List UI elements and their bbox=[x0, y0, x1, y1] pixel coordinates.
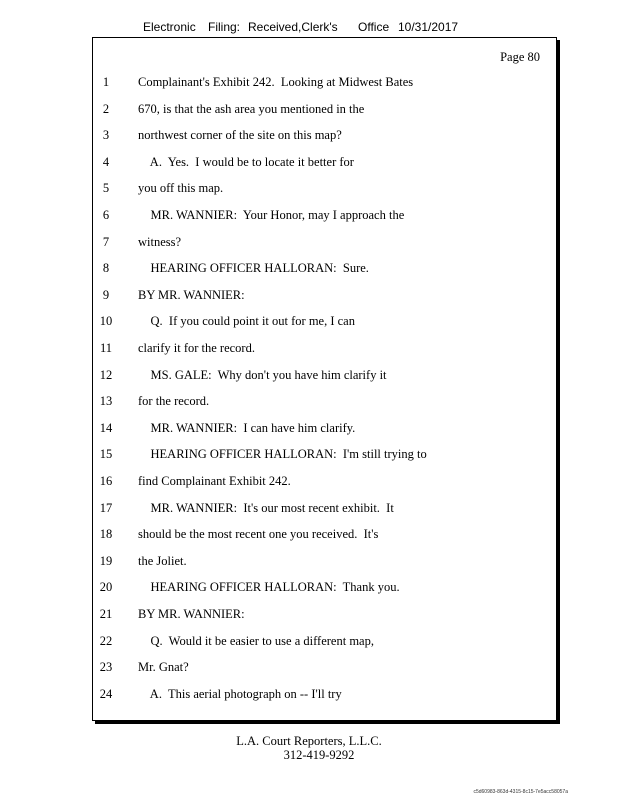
header-office: Office bbox=[358, 20, 390, 34]
document-hash: c5d60983-863d-4315-8c15-7e5acc58057a bbox=[473, 789, 568, 795]
line-number: 16 bbox=[99, 474, 113, 488]
header-electronic: Electronic bbox=[143, 20, 196, 34]
line-number: 19 bbox=[99, 553, 113, 568]
line-text: MR. WANNIER: It's our most recent exhibit. It bbox=[138, 500, 394, 515]
line-text: should be the most recent one you received. It's bbox=[138, 527, 379, 542]
header-filing: Filing: bbox=[208, 20, 241, 34]
line-number: 1 bbox=[102, 75, 110, 89]
line-text: 670, is that the ash area you mentioned in the bbox=[138, 101, 365, 116]
transcript-line bbox=[93, 208, 556, 224]
transcript-line bbox=[93, 261, 556, 277]
transcript-line bbox=[93, 554, 556, 570]
line-number: 15 bbox=[99, 447, 113, 462]
line-number: 2 bbox=[102, 101, 110, 116]
line-text: A. Yes. I would be to locate it better for bbox=[138, 154, 354, 169]
line-number: 9 bbox=[102, 287, 110, 302]
page-number: Page 80 bbox=[500, 50, 540, 64]
line-text: BY MR. WANNIER: bbox=[138, 287, 245, 302]
line-number: 7 bbox=[102, 234, 110, 249]
line-text: MR. WANNIER: Your Honor, may I approach the bbox=[138, 208, 405, 222]
transcript-line bbox=[93, 660, 556, 676]
transcript-line bbox=[93, 580, 556, 596]
transcript-line bbox=[93, 368, 556, 384]
line-number: 24 bbox=[99, 686, 113, 701]
filing-header bbox=[0, 20, 618, 36]
transcript-page bbox=[92, 37, 557, 721]
transcript-line bbox=[93, 75, 556, 91]
line-number: 12 bbox=[99, 367, 113, 382]
line-text: MR. WANNIER: I can have him clarify. bbox=[138, 420, 356, 435]
line-text: A. This aerial photograph on -- I'll try bbox=[138, 686, 342, 701]
transcript-line bbox=[93, 128, 556, 144]
transcript-line bbox=[93, 421, 556, 437]
line-number: 3 bbox=[102, 128, 110, 143]
footer-phone: 312-419-9292 bbox=[283, 748, 355, 762]
transcript-line bbox=[93, 527, 556, 543]
line-text: Q. Would it be easier to use a different map, bbox=[138, 633, 374, 648]
line-text: BY MR. WANNIER: bbox=[138, 607, 245, 621]
line-number: 14 bbox=[99, 420, 113, 435]
line-number: 23 bbox=[99, 660, 113, 675]
transcript-line bbox=[93, 394, 556, 410]
transcript-line bbox=[93, 181, 556, 197]
line-number: 22 bbox=[99, 633, 113, 648]
transcript-line bbox=[93, 288, 556, 304]
line-number: 17 bbox=[99, 500, 113, 515]
line-text: find Complainant Exhibit 242. bbox=[138, 474, 291, 488]
line-number: 10 bbox=[99, 314, 113, 329]
transcript-line bbox=[93, 102, 556, 118]
transcript-line bbox=[93, 607, 556, 623]
line-text: HEARING OFFICER HALLORAN: Sure. bbox=[138, 261, 369, 276]
line-number: 20 bbox=[99, 580, 113, 595]
line-text: Mr. Gnat? bbox=[138, 660, 189, 675]
transcript-line bbox=[93, 687, 556, 703]
line-text: Q. If you could point it out for me, I can bbox=[138, 314, 355, 329]
line-text: MS. GALE: Why don't you have him clarify it bbox=[138, 367, 387, 382]
line-text: clarify it for the record. bbox=[138, 341, 255, 355]
line-number: 11 bbox=[99, 341, 113, 355]
line-text: you off this map. bbox=[138, 181, 224, 196]
transcript-line bbox=[93, 235, 556, 251]
line-number: 4 bbox=[102, 154, 110, 169]
transcript-line bbox=[93, 314, 556, 330]
line-number: 5 bbox=[102, 181, 110, 196]
transcript-line bbox=[93, 634, 556, 650]
line-text: the Joliet. bbox=[138, 553, 187, 568]
line-text: Complainant's Exhibit 242. Looking at Midwest Bates bbox=[138, 75, 414, 89]
line-number: 18 bbox=[99, 527, 113, 542]
footer-company: L.A. Court Reporters, L.L.C. bbox=[236, 734, 382, 748]
line-text: HEARING OFFICER HALLORAN: I'm still trying to bbox=[138, 447, 427, 462]
line-number: 6 bbox=[102, 208, 110, 222]
line-text: for the record. bbox=[138, 394, 210, 409]
line-number: 13 bbox=[99, 394, 113, 409]
transcript-line bbox=[93, 341, 556, 357]
transcript-line bbox=[93, 501, 556, 517]
line-number: 8 bbox=[102, 261, 110, 276]
header-received: Received,Clerk's bbox=[248, 20, 338, 34]
line-text: northwest corner of the site on this map? bbox=[138, 128, 342, 143]
line-number: 21 bbox=[99, 607, 113, 621]
transcript-line bbox=[93, 474, 556, 490]
line-text: HEARING OFFICER HALLORAN: Thank you. bbox=[138, 580, 400, 595]
transcript-line bbox=[93, 447, 556, 463]
line-text: witness? bbox=[138, 234, 182, 249]
header-date: 10/31/2017 bbox=[398, 20, 459, 34]
transcript-line bbox=[93, 155, 556, 171]
